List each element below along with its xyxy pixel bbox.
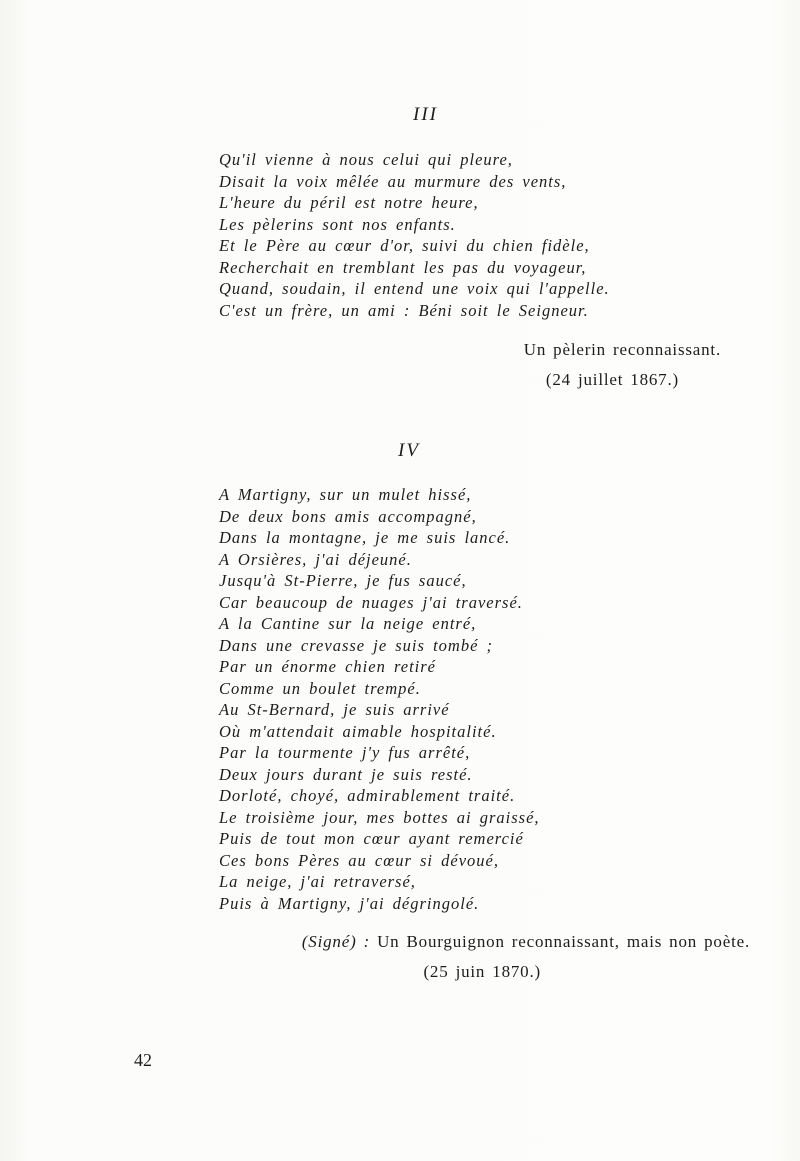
verse-line: La neige, j'ai retraversé, — [219, 872, 416, 891]
signature-text: Un Bourguignon reconnaissant, mais non poète. — [377, 932, 750, 951]
verse-line: Dorloté, choyé, admirablement traité. — [219, 786, 516, 805]
verse-line: Disait la voix mêlée au murmure des vents, — [219, 171, 567, 191]
verse-line: Puis de tout mon cœur ayant remercié — [219, 829, 524, 848]
verse-line: Jusqu'à St-Pierre, je fus saucé, — [219, 571, 467, 590]
verse-line: Dans une crevasse je suis tombé ; — [219, 635, 494, 655]
verse-line: Qu'il vienne à nous celui qui pleure, — [219, 150, 513, 169]
date-iv: (25 juin 1870.) — [423, 962, 541, 981]
verse-line: Et le Père au cœur d'or, suivi du chien fidèle, — [219, 236, 590, 255]
section-heading-iii: III — [413, 104, 438, 125]
verse-line: De deux bons amis accompagné, — [219, 506, 477, 526]
section-heading-iv: IV — [398, 440, 420, 461]
verse-line: Comme un boulet trempé. — [219, 678, 421, 698]
verse-line: Les pèlerins sont nos enfants. — [219, 214, 456, 234]
verse-line: Par la tourmente j'y fus arrêté, — [219, 743, 471, 762]
verse-line: Le troisième jour, mes bottes ai graissé, — [219, 807, 540, 827]
date-iii: (24 juillet 1867.) — [545, 370, 679, 389]
verse-line: C'est un frère, un ami : Béni soit le Seigneur. — [219, 300, 589, 320]
verse-line: A Martigny, sur un mulet hissé, — [219, 485, 472, 504]
signature-iii: Un pèlerin reconnaissant. — [523, 340, 721, 359]
verse-line: Quand, soudain, il entend une voix qui l'appelle. — [219, 279, 610, 298]
verse-line: L'heure du péril est notre heure, — [219, 193, 479, 212]
stanza-iv — [219, 484, 540, 914]
verse-line: Ces bons Pères au cœur si dévoué, — [219, 850, 499, 870]
verse-line: Puis à Martigny, j'ai dégringolé. — [219, 893, 480, 913]
verse-line: A Orsières, j'ai déjeuné. — [219, 549, 412, 569]
stanza-iii — [219, 149, 610, 321]
signature-iv — [302, 932, 750, 952]
verse-line: A la Cantine sur la neige entré, — [219, 614, 477, 633]
page-number: 42 — [134, 1050, 152, 1070]
verse-line: Deux jours durant je suis resté. — [219, 764, 473, 784]
verse-line: Au St-Bernard, je suis arrivé — [219, 700, 450, 719]
verse-line: Où m'attendait aimable hospitalité. — [219, 721, 497, 741]
verse-line: Dans la montagne, je me suis lancé. — [219, 528, 511, 547]
verse-line: Par un énorme chien retiré — [219, 657, 437, 676]
signature-prefix: (Signé) : — [301, 932, 371, 951]
verse-line: Recherchait en tremblant les pas du voyageur, — [219, 257, 587, 277]
verse-line: Car beaucoup de nuages j'ai traversé. — [219, 592, 523, 612]
